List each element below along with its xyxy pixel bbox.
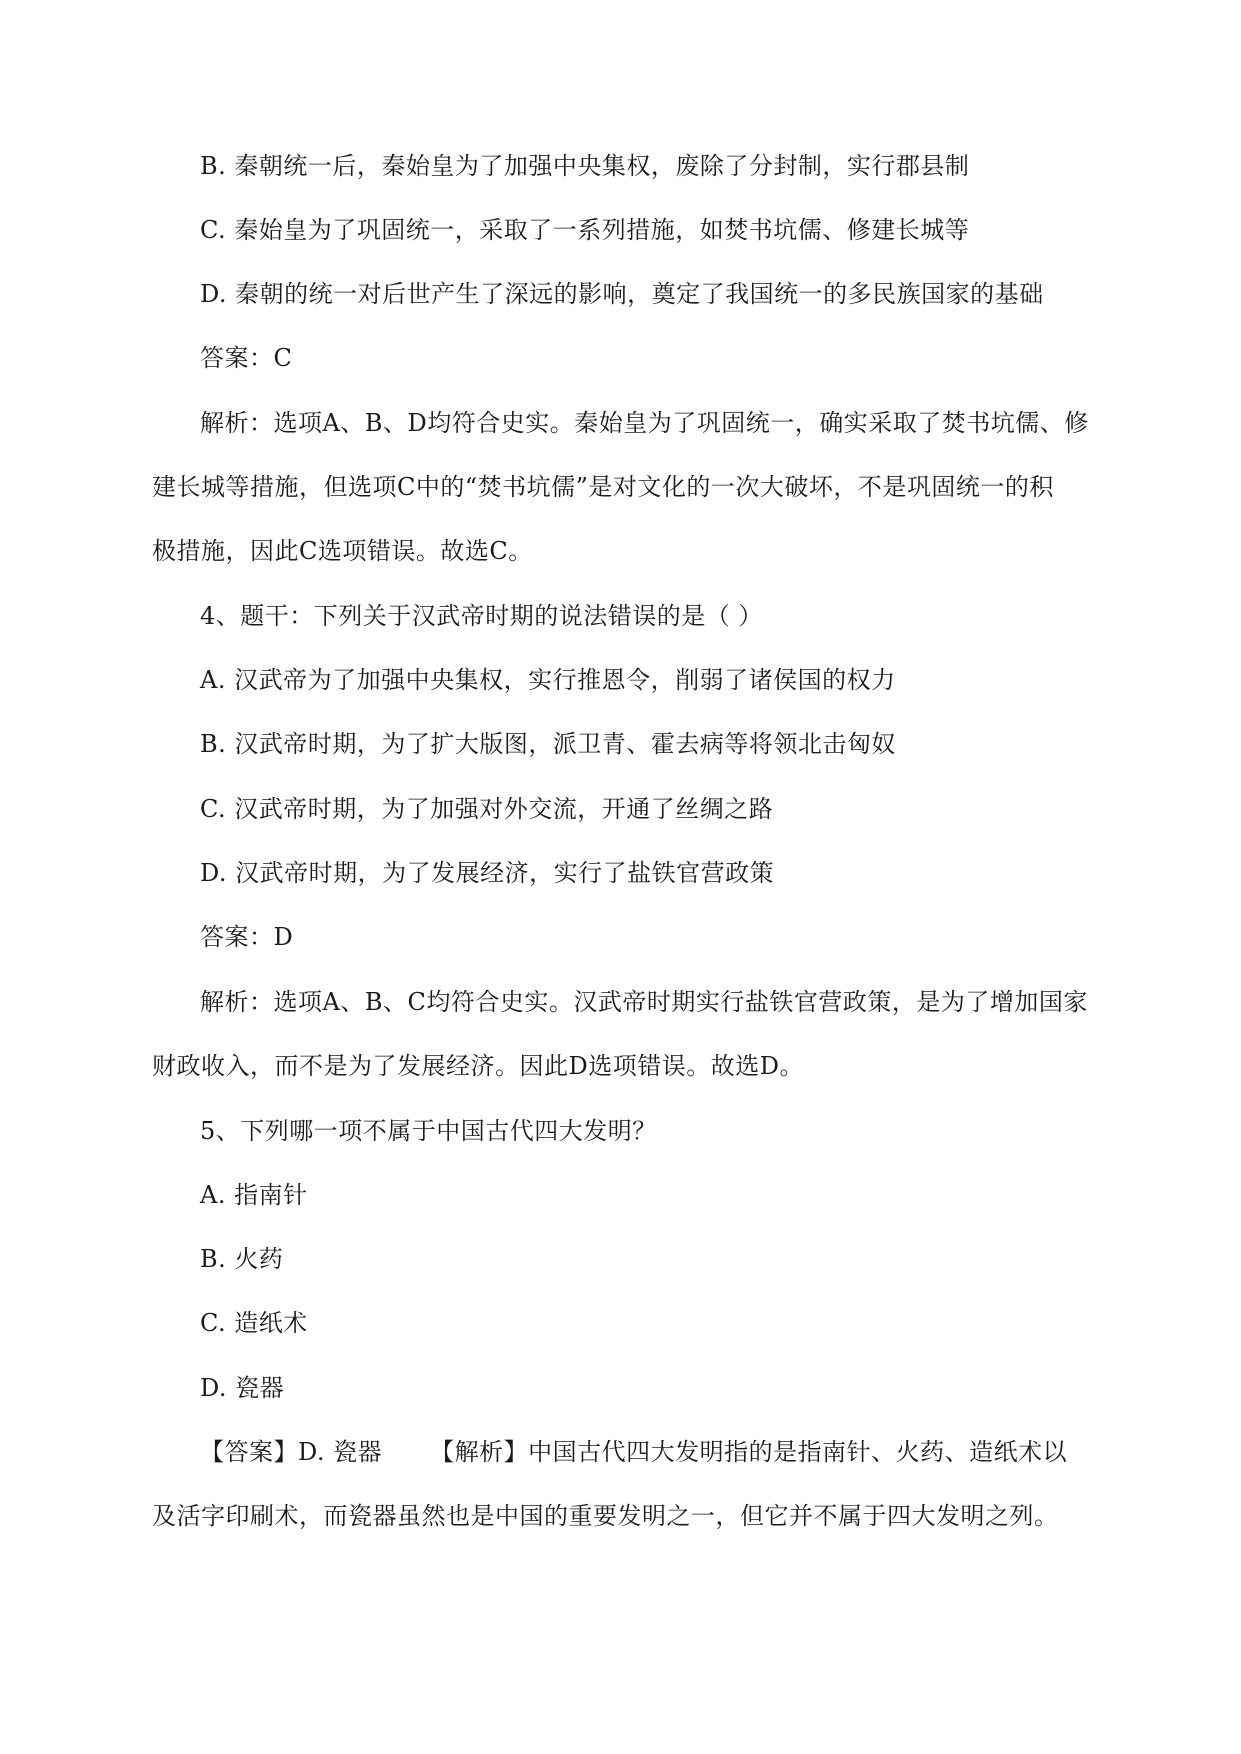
q4-option-a: A. 汉武帝为了加强中央集权，实行推恩令，削弱了诸侯国的权力 — [200, 666, 896, 694]
q5-option-c: C. 造纸术 — [200, 1309, 308, 1337]
q4-analysis-line-1: 解析：选项A、B、C均符合史实。汉武帝时期实行盐铁官营政策，是为了增加国家 — [200, 988, 1088, 1016]
q5-analysis-line-2: 及活字印刷术，而瓷器虽然也是中国的重要发明之一，但它并不属于四大发明之列。 — [152, 1502, 1059, 1530]
q4-answer: 答案：D — [200, 923, 294, 951]
q5-analysis-part-1: 【解析】中国古代四大发明指的是指南针、火药、造纸术以 — [430, 1438, 1068, 1466]
q4-option-c: C. 汉武帝时期，为了加强对外交流，开通了丝绸之路 — [200, 795, 774, 823]
q5-option-a: A. 指南针 — [200, 1181, 308, 1209]
q5-option-d: D. 瓷器 — [200, 1374, 285, 1402]
q3-analysis-line-1: 解析：选项A、B、D均符合史实。秦始皇为了巩固统一，确实采取了焚书坑儒、修 — [200, 409, 1089, 437]
q3-analysis-line-2: 建长城等措施，但选项C中的“焚书坑儒”是对文化的一次大破坏，不是巩固统一的积 — [152, 473, 1054, 501]
q4-analysis-line-2: 财政收入，而不是为了发展经济。因此D选项错误。故选D。 — [152, 1052, 804, 1080]
q4-option-d: D. 汉武帝时期，为了发展经济，实行了盐铁官营政策 — [200, 859, 775, 887]
q3-option-c: C. 秦始皇为了巩固统一，采取了一系列措施，如焚书坑儒、修建长城等 — [200, 216, 970, 244]
q5-stem: 5、下列哪一项不属于中国古代四大发明？ — [200, 1117, 657, 1145]
q3-answer: 答案：C — [200, 344, 293, 372]
q3-option-b: B. 秦朝统一后，秦始皇为了加强中央集权，废除了分封制，实行郡县制 — [200, 152, 970, 180]
q5-answer: 【答案】D. 瓷器 — [200, 1438, 383, 1466]
q4-option-b: B. 汉武帝时期，为了扩大版图，派卫青、霍去病等将领北击匈奴 — [200, 730, 896, 758]
q5-answer-analysis-line-1 — [200, 1436, 1067, 1468]
q5-option-b: B. 火药 — [200, 1245, 284, 1273]
q3-analysis-line-3: 极措施，因此C选项错误。故选C。 — [152, 537, 533, 565]
q3-option-d: D. 秦朝的统一对后世产生了深远的影响，奠定了我国统一的多民族国家的基础 — [200, 280, 1044, 308]
q4-stem: 4、题干：下列关于汉武帝时期的说法错误的是（ ） — [200, 602, 763, 630]
